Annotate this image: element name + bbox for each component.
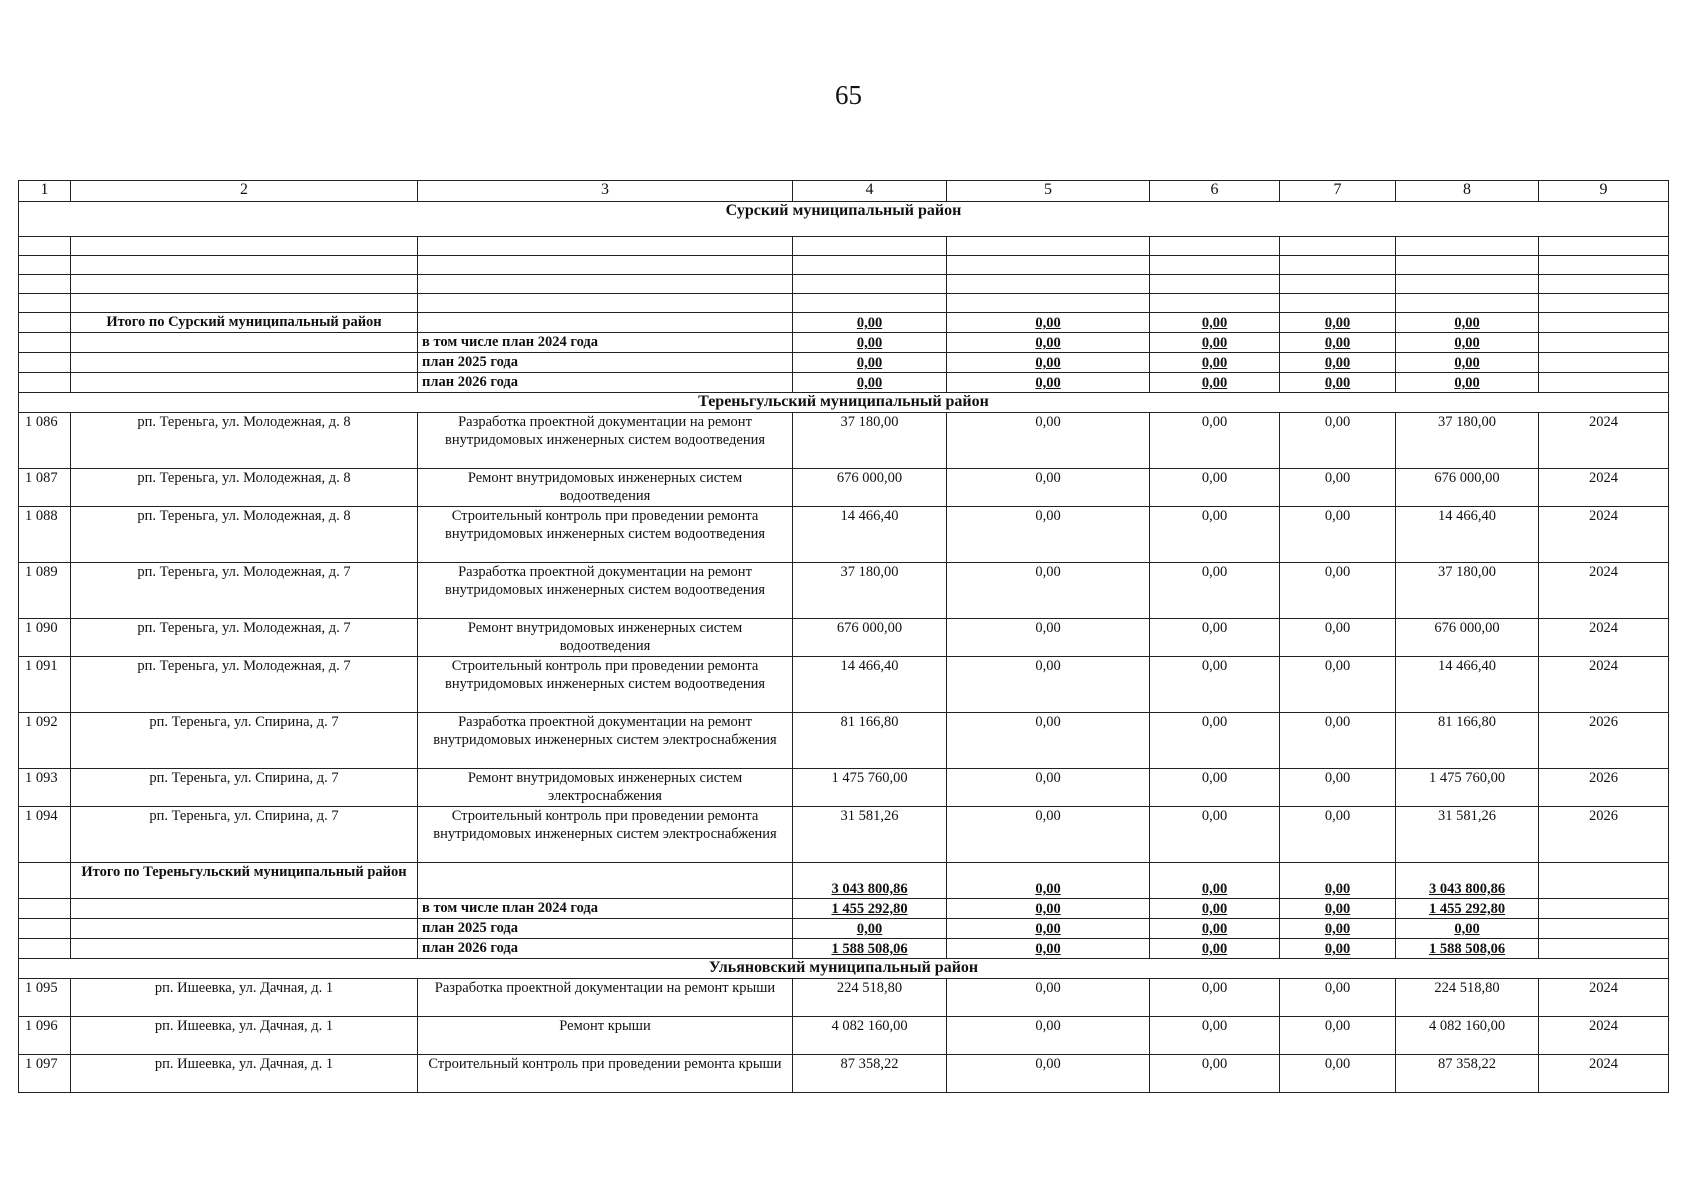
row-number: 1 088	[19, 507, 71, 563]
total-num-cell	[19, 939, 71, 959]
cost-col8-cell: 37 180,00	[1396, 563, 1539, 619]
total-num-cell	[19, 373, 71, 393]
empty-cell	[1150, 256, 1280, 275]
total-label	[71, 939, 418, 959]
total-value: 0,00	[1396, 313, 1539, 333]
cost-col7-cell: 0,00	[1280, 469, 1396, 507]
cost-col8-cell: 81 166,80	[1396, 713, 1539, 769]
total-value: 0,00	[947, 919, 1150, 939]
row-number: 1 096	[19, 1017, 71, 1055]
cost-total-cell: 87 358,22	[793, 1055, 947, 1093]
cost-total-cell: 14 466,40	[793, 507, 947, 563]
work-type-cell: Строительный контроль при проведении ремонта внутридомовых инженерных систем водоотведения	[418, 507, 793, 563]
region-name: Сурский муниципальный район	[19, 202, 1669, 237]
empty-cell	[947, 237, 1150, 256]
plan-label: план 2026 года	[418, 373, 793, 393]
year-cell: 2024	[1539, 1055, 1669, 1093]
address-cell: рп. Тереньга, ул. Молодежная, д. 7	[71, 657, 418, 713]
cost-total-cell: 37 180,00	[793, 563, 947, 619]
total-num-cell	[19, 353, 71, 373]
cost-col5-cell: 0,00	[947, 469, 1150, 507]
plan-label: план 2025 года	[418, 353, 793, 373]
row-number: 1 090	[19, 619, 71, 657]
table-row	[19, 1017, 1669, 1055]
cost-col8-cell: 14 466,40	[1396, 507, 1539, 563]
cost-col5-cell: 0,00	[947, 507, 1150, 563]
table-body	[19, 181, 1669, 1093]
empty-cell	[1539, 237, 1669, 256]
cost-col5-cell: 0,00	[947, 563, 1150, 619]
address-cell: рп. Ишеевка, ул. Дачная, д. 1	[71, 1055, 418, 1093]
cost-total-cell: 81 166,80	[793, 713, 947, 769]
total-num-cell	[19, 863, 71, 899]
empty-cell	[1539, 275, 1669, 294]
cost-col8-cell: 14 466,40	[1396, 657, 1539, 713]
empty-cell	[1280, 237, 1396, 256]
address-cell: рп. Ишеевка, ул. Дачная, д. 1	[71, 979, 418, 1017]
cost-total-cell: 37 180,00	[793, 413, 947, 469]
region-name: Ульяновский муниципальный район	[19, 959, 1669, 979]
year-cell: 2024	[1539, 619, 1669, 657]
cost-col6-cell: 0,00	[1150, 619, 1280, 657]
total-value: 1 455 292,80	[793, 899, 947, 919]
total-value: 0,00	[1396, 333, 1539, 353]
work-type-cell: Разработка проектной документации на ремонт внутридомовых инженерных систем водоотведения	[418, 413, 793, 469]
empty-cell	[1280, 294, 1396, 313]
total-value: 0,00	[947, 313, 1150, 333]
cost-col7-cell: 0,00	[1280, 1017, 1396, 1055]
year-cell: 2024	[1539, 413, 1669, 469]
cost-col6-cell: 0,00	[1150, 563, 1280, 619]
work-type-cell: Ремонт внутридомовых инженерных систем водоотведения	[418, 619, 793, 657]
address-cell: рп. Тереньга, ул. Спирина, д. 7	[71, 769, 418, 807]
total-value: 0,00	[1396, 919, 1539, 939]
total-value: 0,00	[793, 333, 947, 353]
cost-col7-cell: 0,00	[1280, 507, 1396, 563]
cost-col8-cell: 224 518,80	[1396, 979, 1539, 1017]
row-number: 1 097	[19, 1055, 71, 1093]
year-cell: 2026	[1539, 807, 1669, 863]
cost-col5-cell: 0,00	[947, 413, 1150, 469]
total-year-cell	[1539, 353, 1669, 373]
address-cell: рп. Тереньга, ул. Молодежная, д. 8	[71, 413, 418, 469]
total-year-cell	[1539, 333, 1669, 353]
plan-label: в том числе план 2024 года	[418, 899, 793, 919]
cost-col8-cell: 31 581,26	[1396, 807, 1539, 863]
cost-col5-cell: 0,00	[947, 619, 1150, 657]
total-row	[19, 863, 1669, 899]
total-row	[19, 373, 1669, 393]
cost-col8-cell: 676 000,00	[1396, 619, 1539, 657]
work-type-cell: Строительный контроль при проведении ремонта внутридомовых инженерных систем водоотведения	[418, 657, 793, 713]
total-row	[19, 919, 1669, 939]
total-value: 0,00	[793, 353, 947, 373]
total-year-cell	[1539, 899, 1669, 919]
table-row	[19, 979, 1669, 1017]
total-value: 0,00	[947, 863, 1150, 899]
empty-cell	[71, 294, 418, 313]
column-number: 8	[1396, 181, 1539, 202]
total-value: 0,00	[1150, 863, 1280, 899]
total-value: 0,00	[947, 353, 1150, 373]
empty-cell	[418, 275, 793, 294]
region-header-row	[19, 202, 1669, 237]
row-number: 1 092	[19, 713, 71, 769]
empty-cell	[1539, 294, 1669, 313]
cost-col5-cell: 0,00	[947, 979, 1150, 1017]
work-type-cell: Разработка проектной документации на ремонт крыши	[418, 979, 793, 1017]
total-value: 0,00	[1150, 313, 1280, 333]
empty-cell	[1280, 256, 1396, 275]
table-row	[19, 563, 1669, 619]
page-number: 65	[835, 80, 862, 110]
cost-col6-cell: 0,00	[1150, 657, 1280, 713]
cost-col6-cell: 0,00	[1150, 1017, 1280, 1055]
address-cell: рп. Тереньга, ул. Молодежная, д. 8	[71, 507, 418, 563]
empty-cell	[1150, 294, 1280, 313]
empty-row	[19, 275, 1669, 294]
total-value: 0,00	[947, 333, 1150, 353]
total-row	[19, 353, 1669, 373]
total-year-cell	[1539, 919, 1669, 939]
cost-col8-cell: 4 082 160,00	[1396, 1017, 1539, 1055]
plan-label: план 2026 года	[418, 939, 793, 959]
repair-plan-table	[18, 180, 1669, 1093]
empty-cell	[418, 256, 793, 275]
total-value: 0,00	[1150, 333, 1280, 353]
column-number-row	[19, 181, 1669, 202]
total-value: 0,00	[1280, 899, 1396, 919]
total-label: Итого по Сурский муниципальный район	[71, 313, 418, 333]
cost-col6-cell: 0,00	[1150, 413, 1280, 469]
empty-cell	[71, 256, 418, 275]
cost-col5-cell: 0,00	[947, 1055, 1150, 1093]
address-cell: рп. Тереньга, ул. Молодежная, д. 7	[71, 563, 418, 619]
cost-col5-cell: 0,00	[947, 807, 1150, 863]
total-value: 0,00	[1280, 313, 1396, 333]
cost-col7-cell: 0,00	[1280, 1055, 1396, 1093]
year-cell: 2026	[1539, 769, 1669, 807]
empty-cell	[19, 256, 71, 275]
empty-cell	[793, 256, 947, 275]
empty-cell	[947, 294, 1150, 313]
total-label	[71, 899, 418, 919]
total-value: 0,00	[1396, 373, 1539, 393]
total-value: 0,00	[793, 919, 947, 939]
total-value: 0,00	[1280, 333, 1396, 353]
empty-cell	[1396, 256, 1539, 275]
cost-total-cell: 676 000,00	[793, 619, 947, 657]
column-number: 1	[19, 181, 71, 202]
total-label	[71, 919, 418, 939]
table-row	[19, 713, 1669, 769]
cost-col6-cell: 0,00	[1150, 979, 1280, 1017]
column-number: 4	[793, 181, 947, 202]
cost-col8-cell: 676 000,00	[1396, 469, 1539, 507]
total-value: 0,00	[1150, 353, 1280, 373]
row-number: 1 091	[19, 657, 71, 713]
row-number: 1 086	[19, 413, 71, 469]
table-row	[19, 507, 1669, 563]
cost-col7-cell: 0,00	[1280, 713, 1396, 769]
year-cell: 2024	[1539, 469, 1669, 507]
year-cell: 2024	[1539, 657, 1669, 713]
total-value: 0,00	[1150, 939, 1280, 959]
empty-cell	[1396, 294, 1539, 313]
total-value: 3 043 800,86	[793, 863, 947, 899]
total-row	[19, 899, 1669, 919]
total-value: 0,00	[1150, 373, 1280, 393]
row-number: 1 095	[19, 979, 71, 1017]
empty-cell	[947, 275, 1150, 294]
year-cell: 2024	[1539, 979, 1669, 1017]
empty-cell	[1280, 275, 1396, 294]
total-value: 0,00	[793, 373, 947, 393]
address-cell: рп. Тереньга, ул. Молодежная, д. 7	[71, 619, 418, 657]
cost-total-cell: 224 518,80	[793, 979, 947, 1017]
work-type-cell: Ремонт крыши	[418, 1017, 793, 1055]
work-type-cell: Строительный контроль при проведении ремонта внутридомовых инженерных систем электроснабжения	[418, 807, 793, 863]
table-row	[19, 1055, 1669, 1093]
cost-col8-cell: 1 475 760,00	[1396, 769, 1539, 807]
cost-col5-cell: 0,00	[947, 1017, 1150, 1055]
empty-cell	[1396, 237, 1539, 256]
cost-col5-cell: 0,00	[947, 713, 1150, 769]
empty-cell	[1150, 275, 1280, 294]
total-value: 1 588 508,06	[793, 939, 947, 959]
plan-label: план 2025 года	[418, 919, 793, 939]
table-row	[19, 469, 1669, 507]
total-label	[71, 353, 418, 373]
empty-cell	[418, 294, 793, 313]
work-type-cell: Ремонт внутридомовых инженерных систем водоотведения	[418, 469, 793, 507]
total-value: 0,00	[793, 313, 947, 333]
total-year-cell	[1539, 939, 1669, 959]
empty-cell	[793, 294, 947, 313]
row-number: 1 094	[19, 807, 71, 863]
address-cell: рп. Тереньга, ул. Спирина, д. 7	[71, 807, 418, 863]
table-row	[19, 769, 1669, 807]
empty-row	[19, 294, 1669, 313]
total-value: 0,00	[1280, 939, 1396, 959]
total-label	[71, 373, 418, 393]
cost-col7-cell: 0,00	[1280, 769, 1396, 807]
plan-label: в том числе план 2024 года	[418, 333, 793, 353]
region-header-row	[19, 393, 1669, 413]
total-num-cell	[19, 919, 71, 939]
table-row	[19, 657, 1669, 713]
total-label	[71, 333, 418, 353]
total-value: 0,00	[1280, 353, 1396, 373]
total-value: 0,00	[1150, 899, 1280, 919]
total-value: 0,00	[947, 373, 1150, 393]
plan-label	[418, 863, 793, 899]
year-cell: 2024	[1539, 1017, 1669, 1055]
empty-cell	[1150, 237, 1280, 256]
cost-col7-cell: 0,00	[1280, 413, 1396, 469]
cost-total-cell: 676 000,00	[793, 469, 947, 507]
cost-col7-cell: 0,00	[1280, 563, 1396, 619]
address-cell: рп. Ишеевка, ул. Дачная, д. 1	[71, 1017, 418, 1055]
column-number: 7	[1280, 181, 1396, 202]
empty-cell	[19, 237, 71, 256]
column-number: 6	[1150, 181, 1280, 202]
table-row	[19, 619, 1669, 657]
work-type-cell: Строительный контроль при проведении ремонта крыши	[418, 1055, 793, 1093]
total-num-cell	[19, 899, 71, 919]
empty-cell	[19, 294, 71, 313]
region-name: Тереньгульский муниципальный район	[19, 393, 1669, 413]
cost-total-cell: 14 466,40	[793, 657, 947, 713]
column-number: 2	[71, 181, 418, 202]
total-value: 0,00	[1280, 919, 1396, 939]
empty-cell	[71, 237, 418, 256]
cost-col8-cell: 37 180,00	[1396, 413, 1539, 469]
work-type-cell: Разработка проектной документации на ремонт внутридомовых инженерных систем электроснабжения	[418, 713, 793, 769]
total-num-cell	[19, 333, 71, 353]
table-row	[19, 413, 1669, 469]
total-value: 1 455 292,80	[1396, 899, 1539, 919]
cost-col6-cell: 0,00	[1150, 507, 1280, 563]
total-value: 3 043 800,86	[1396, 863, 1539, 899]
cost-col7-cell: 0,00	[1280, 979, 1396, 1017]
total-year-cell	[1539, 863, 1669, 899]
plan-label	[418, 313, 793, 333]
year-cell: 2026	[1539, 713, 1669, 769]
empty-cell	[1396, 275, 1539, 294]
row-number: 1 089	[19, 563, 71, 619]
total-value: 0,00	[1280, 373, 1396, 393]
cost-col7-cell: 0,00	[1280, 807, 1396, 863]
empty-cell	[947, 256, 1150, 275]
total-year-cell	[1539, 313, 1669, 333]
empty-row	[19, 256, 1669, 275]
year-cell: 2024	[1539, 507, 1669, 563]
total-value: 0,00	[1280, 863, 1396, 899]
cost-col7-cell: 0,00	[1280, 657, 1396, 713]
row-number: 1 093	[19, 769, 71, 807]
cost-col6-cell: 0,00	[1150, 1055, 1280, 1093]
empty-cell	[793, 275, 947, 294]
cost-col6-cell: 0,00	[1150, 469, 1280, 507]
total-label: Итого по Тереньгульский муниципальный район	[71, 863, 418, 899]
total-row	[19, 333, 1669, 353]
address-cell: рп. Тереньга, ул. Молодежная, д. 8	[71, 469, 418, 507]
cost-col5-cell: 0,00	[947, 657, 1150, 713]
empty-cell	[19, 275, 71, 294]
cost-col6-cell: 0,00	[1150, 769, 1280, 807]
column-number: 9	[1539, 181, 1669, 202]
empty-row	[19, 237, 1669, 256]
total-num-cell	[19, 313, 71, 333]
cost-total-cell: 1 475 760,00	[793, 769, 947, 807]
column-number: 3	[418, 181, 793, 202]
empty-cell	[418, 237, 793, 256]
year-cell: 2024	[1539, 563, 1669, 619]
address-cell: рп. Тереньга, ул. Спирина, д. 7	[71, 713, 418, 769]
row-number: 1 087	[19, 469, 71, 507]
total-row	[19, 313, 1669, 333]
table-row	[19, 807, 1669, 863]
empty-cell	[1539, 256, 1669, 275]
cost-total-cell: 4 082 160,00	[793, 1017, 947, 1055]
total-value: 0,00	[1150, 919, 1280, 939]
cost-total-cell: 31 581,26	[793, 807, 947, 863]
region-header-row	[19, 959, 1669, 979]
cost-col6-cell: 0,00	[1150, 713, 1280, 769]
cost-col5-cell: 0,00	[947, 769, 1150, 807]
empty-cell	[71, 275, 418, 294]
cost-col7-cell: 0,00	[1280, 619, 1396, 657]
total-value: 0,00	[947, 899, 1150, 919]
total-value: 0,00	[1396, 353, 1539, 373]
total-value: 0,00	[947, 939, 1150, 959]
column-number: 5	[947, 181, 1150, 202]
work-type-cell: Разработка проектной документации на ремонт внутридомовых инженерных систем водоотведения	[418, 563, 793, 619]
total-value: 1 588 508,06	[1396, 939, 1539, 959]
total-year-cell	[1539, 373, 1669, 393]
total-row	[19, 939, 1669, 959]
work-type-cell: Ремонт внутридомовых инженерных систем электроснабжения	[418, 769, 793, 807]
cost-col6-cell: 0,00	[1150, 807, 1280, 863]
empty-cell	[793, 237, 947, 256]
cost-col8-cell: 87 358,22	[1396, 1055, 1539, 1093]
